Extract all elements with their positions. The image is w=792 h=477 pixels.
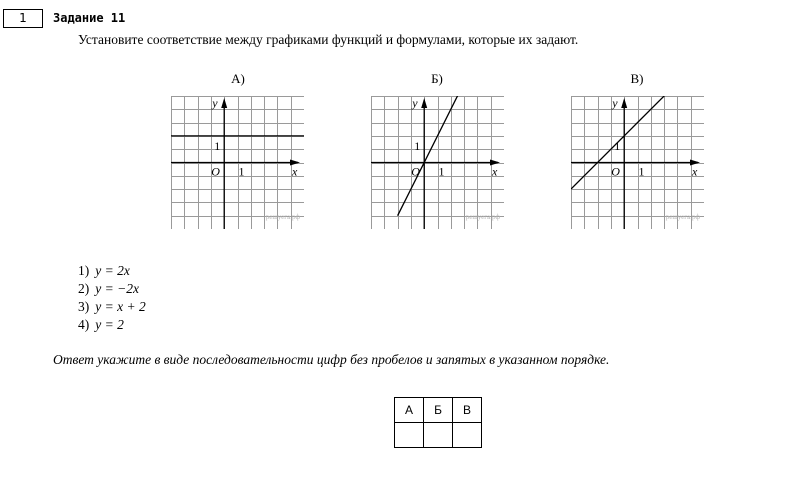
watermark: решуега.рф — [465, 213, 500, 221]
formula-item — [78, 316, 146, 334]
origin-label: O — [411, 164, 420, 179]
formula-number: 1) — [78, 263, 90, 278]
y-tick-label: 1 — [414, 139, 421, 154]
answer-cell-v[interactable] — [453, 423, 482, 448]
task-number-box: 1 — [3, 9, 43, 28]
formula-list — [78, 262, 146, 334]
x-tick-label: 1 — [438, 164, 445, 179]
formula-text: y = −2x — [95, 281, 139, 296]
x-axis-label: x — [292, 164, 298, 179]
y-axis-arrow — [421, 98, 427, 108]
x-tick-label: 1 — [638, 164, 645, 179]
formula-text: y = 2 — [95, 317, 124, 332]
answer-cell-a[interactable] — [395, 423, 424, 448]
watermark: решуега.рф — [265, 213, 300, 221]
graph-b — [371, 96, 504, 229]
function-line — [398, 96, 478, 216]
graph-label-v: В) — [630, 71, 644, 86]
graph-v — [571, 96, 704, 229]
x-axis-label: x — [692, 164, 698, 179]
formula-item — [78, 298, 146, 316]
formula-text: y = 2x — [95, 263, 130, 278]
x-axis-label: x — [492, 164, 498, 179]
origin-label: O — [611, 164, 620, 179]
x-tick-label: 1 — [238, 164, 245, 179]
origin-label: O — [211, 164, 220, 179]
formula-text: y = x + 2 — [95, 299, 146, 314]
y-axis-label: y — [212, 96, 218, 110]
formula-item — [78, 280, 146, 298]
formula-item — [78, 262, 146, 280]
answer-note: Ответ укажите в виде последовательности цифр без пробелов и запятых в указанном порядке. — [53, 352, 610, 367]
task-instruction: Установите соответствие между графиками функций и формулами, которые их задают. — [78, 32, 579, 47]
answer-header-b: Б — [424, 398, 453, 423]
task-title: Задание 11 — [53, 11, 126, 25]
formula-number: 3) — [78, 299, 90, 314]
answer-table — [394, 397, 482, 448]
answer-header-a: А — [395, 398, 424, 423]
graph-a — [171, 96, 304, 229]
answer-header-v: В — [453, 398, 482, 423]
answer-cell-b[interactable] — [424, 423, 453, 448]
y-tick-label: 1 — [214, 139, 221, 154]
y-tick-label: 1 — [614, 139, 621, 154]
graph-label-a: А) — [231, 71, 245, 86]
watermark: решуега.рф — [665, 213, 700, 221]
formula-number: 2) — [78, 281, 90, 296]
y-axis-arrow — [621, 98, 627, 108]
y-axis-label: y — [412, 96, 418, 110]
graph-label-b: Б) — [431, 71, 443, 86]
y-axis-arrow — [221, 98, 227, 108]
y-axis-label: y — [612, 96, 618, 110]
formula-number: 4) — [78, 317, 90, 332]
